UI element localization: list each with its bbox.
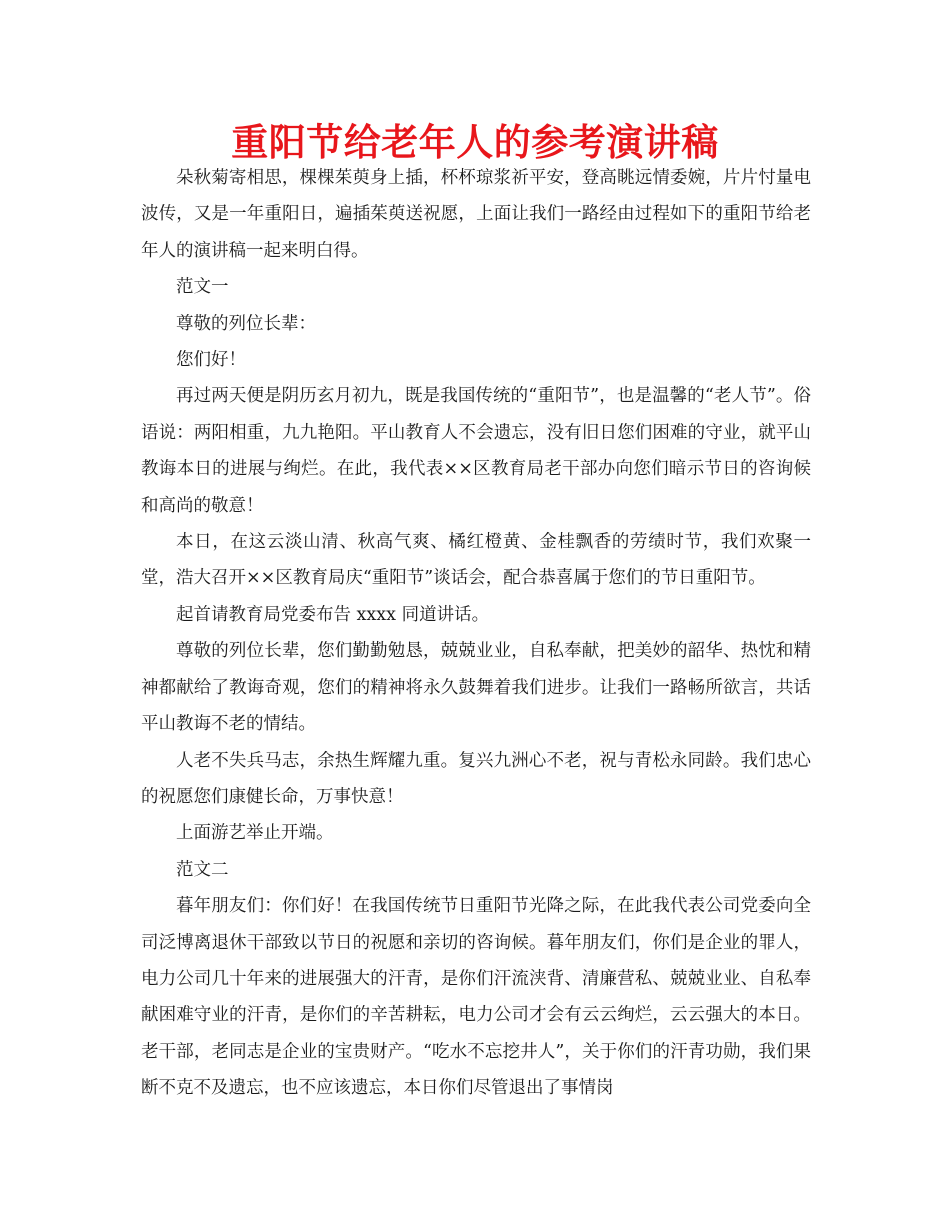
body-paragraph: 尊敬的列位长辈，您们勤勤勉恳，兢兢业业，自私奉献，把美妙的韶华、热忱和精神都献给了教诲奇观，您们的精神将永久鼓舞着我们进步。让我们一路畅所欲言，共话平山教诲不老的情结。 <box>141 641 811 735</box>
body-paragraph: 起首请教育局党委布告 xxxx 同道讲话。 <box>176 604 490 625</box>
section-heading-sample-one: 范文一 <box>176 277 229 298</box>
greeting: 您们好！ <box>176 350 246 371</box>
salutation: 尊敬的列位长辈： <box>176 313 316 334</box>
body-paragraph: 上面游艺举止开端。 <box>176 823 334 844</box>
body-paragraph: 本日，在这云淡山清、秋高气爽、橘红橙黄、金桂飘香的劳绩时节，我们欢聚一堂，浩大召开××区教育局庆“重阳节”谈话会，配合恭喜属于您们的节日重阳节。 <box>141 532 811 589</box>
body-paragraph: 暮年朋友们：你们好！在我国传统节日重阳节光降之际，在此我代表公司党委向全司泛博离退休干部致以节日的祝愿和亲切的咨询候。暮年朋友们，你们是企业的罪人，电力公司几十年来的进展强大的汗青，是你们汗流浃背、清廉营私、兢兢业业、自私奉献困难守业的汗青，是你们的辛苦耕耘，电力公司才会有云云绚烂，云云强大的本日。老干部，老同志是企业的宝贵财产。“吃水不忘挖井人”，关于你们的汗青功勋，我们果断不克不及遗忘，也不应该遗忘，本日你们尽管退出了事情岗 <box>141 896 811 1099</box>
intro-paragraph: 朵秋菊寄相思，棵棵茱萸身上插，杯杯琼浆祈平安，登高眺远情委婉，片片忖量电波传，又是一年重阳日，遍插茱萸送祝愿，上面让我们一路经由过程如下的重阳节给老年人的演讲稿一起来明白得。 <box>141 168 811 261</box>
body-paragraph: 再过两天便是阴历玄月初九，既是我国传统的“重阳节”，也是温馨的“老人节”。俗语说：两阳相重，九九艳阳。平山教育人不会遗忘，没有旧日您们困难的守业，就平山教诲本日的进展与绚烂。在此，我代表××区教育局老干部办向您们暗示节日的咨询候和高尚的敬意！ <box>141 386 811 516</box>
section-heading-sample-two: 范文二 <box>176 859 229 880</box>
document-body <box>141 160 811 1107</box>
body-paragraph: 人老不失兵马志，余热生辉耀九重。复兴九洲心不老，祝与青松永同龄。我们忠心的祝愿您们康健长命，万事快意！ <box>141 750 811 807</box>
document-title: 重阳节给老年人的参考演讲稿 <box>231 121 719 164</box>
